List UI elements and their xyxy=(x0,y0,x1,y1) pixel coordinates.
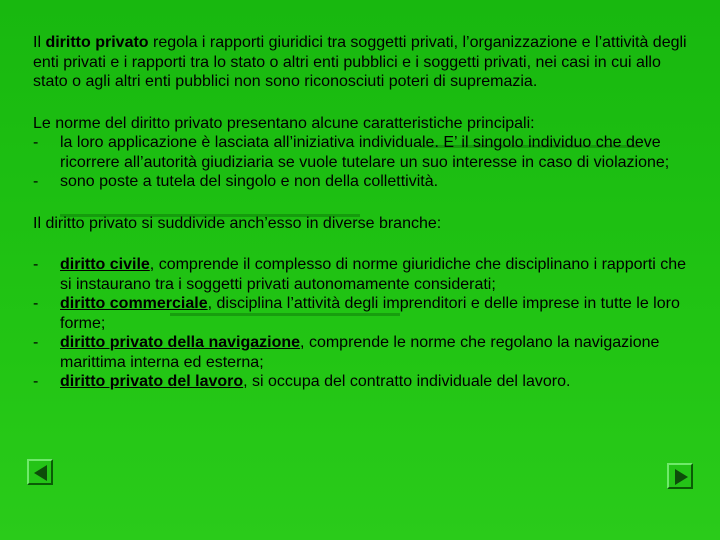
list-item xyxy=(33,372,693,392)
branch-term: diritto privato della navigazione xyxy=(60,334,301,351)
characteristics-intro: Le norme del diritto privato presentano alcune caratteristiche principali: xyxy=(33,114,535,132)
dash-marker: - xyxy=(33,173,39,190)
list-item xyxy=(33,333,693,372)
intro-paragraph xyxy=(33,33,693,92)
characteristics-section xyxy=(33,114,693,192)
dash-marker: - xyxy=(33,134,39,151)
branches-list xyxy=(33,255,693,392)
dash-marker: - xyxy=(33,256,39,273)
triangle-right-icon xyxy=(672,468,690,486)
list-item xyxy=(33,255,693,294)
slide-content xyxy=(33,33,693,392)
intro-term: diritto privato xyxy=(45,34,149,51)
branch-text: , disciplina l’attività degli imprenditori e delle imprese in tutte le loro forme; xyxy=(60,295,680,332)
branch-text: , comprende le norme che regolano la navigazione marittima interna ed esterna; xyxy=(60,334,660,371)
branch-text: , comprende il complesso di norme giuridiche che disciplinano i rapporti che si instaurano tra i soggetti privati autonomamente considerati; xyxy=(60,256,687,293)
list-item-text: la loro applicazione è lasciata all’iniziativa individuale. E’ il singolo individuo che deve ricorrere all’autorità giudiziaria se vuole tutelare un suo interesse in caso di violazione; xyxy=(60,134,670,171)
previous-slide-button[interactable] xyxy=(27,459,53,485)
characteristics-list xyxy=(33,133,693,192)
triangle-left-icon xyxy=(32,464,50,482)
list-item-text: sono poste a tutela del singolo e non della collettività. xyxy=(60,173,439,190)
dash-marker: - xyxy=(33,295,39,312)
intro-prefix: Il xyxy=(33,34,46,51)
list-item xyxy=(33,172,693,192)
branch-text: , si occupa del contratto individuale del lavoro. xyxy=(243,373,571,390)
branch-term: diritto commerciale xyxy=(60,295,208,312)
branches-intro: Il diritto privato si suddivide anch’esso in diverse branche: xyxy=(33,214,442,232)
branch-term: diritto civile xyxy=(60,256,150,273)
intro-text: regola i rapporti giuridici tra soggetti privati, l’organizzazione e l’attività degli enti privati e i rapporti tra lo stato o altri enti pubblici e i soggetti privati, nei casi in cui allo stato o agli altri enti pubblici non sono riconosciuti poteri di supremazia. xyxy=(33,34,687,90)
next-slide-button[interactable] xyxy=(667,463,693,489)
branch-term: diritto privato del lavoro xyxy=(60,373,244,390)
dash-marker: - xyxy=(33,334,39,351)
list-item xyxy=(33,294,693,333)
list-item xyxy=(33,133,693,172)
dash-marker: - xyxy=(33,373,39,390)
